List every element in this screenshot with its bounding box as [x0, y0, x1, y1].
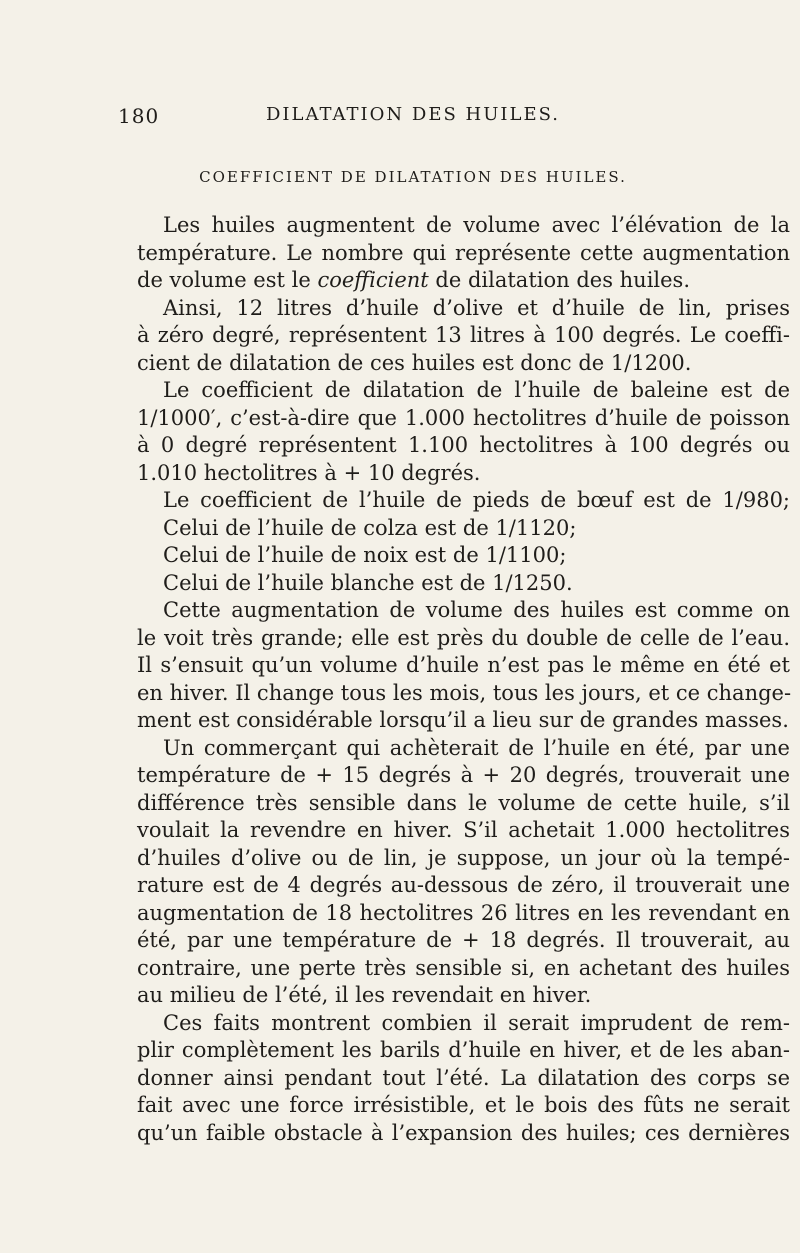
text-line: Il s’ensuit qu’un volume d’huile n’est pas le même en été et — [137, 653, 790, 677]
text-line: Les huiles augmentent de volume avec l’élévation de la — [163, 213, 790, 237]
text-line: augmentation de 18 hectolitres 26 litres en les revendant en — [137, 900, 790, 925]
page-number: 180 — [118, 104, 160, 128]
text-line: rature est de 4 degrés au-dessous de zéro, il trouverait une — [137, 873, 790, 897]
text-line: Celui de l’huile de noix est de 1/1100; — [163, 543, 567, 567]
text-line: d’huiles d’olive ou de lin, je suppose, un jour où la tempé- — [137, 845, 790, 870]
text-line: au milieu de l’été, il les revendait en hiver. — [137, 983, 592, 1007]
text-line: 1.010 hectolitres à + 10 degrés. — [137, 460, 481, 485]
text-line: différence très sensible dans le volume de cette huile, s’il — [137, 790, 790, 815]
text-line: en hiver. Il change tous les mois, tous les jours, et ce change- — [137, 680, 792, 705]
text-line: qu’un faible obstacle à l’expansion des huiles; ces dernières — [137, 1120, 790, 1145]
running-title: DILATATION DES HUILES. — [266, 104, 560, 125]
text-line: contraire, une perte très sensible si, en achetant des huiles — [137, 955, 790, 980]
text-line: Celui de l’huile blanche est de 1/1250. — [163, 570, 573, 595]
text-line: cient de dilatation de ces huiles est donc de 1/1200. — [137, 350, 692, 375]
text-line: ment est considérable lorsqu’il a lieu sur de grandes masses. — [137, 708, 789, 732]
text-line: à 0 degré représentent 1.100 hectolitres à 100 degrés ou — [137, 433, 790, 457]
text-line: plir complètement les barils d’huile en hiver, et de les aban- — [137, 1038, 790, 1062]
text-line: Celui de l’huile de colza est de 1/1120; — [163, 515, 577, 540]
text-line: Ces faits montrent combien il serait imprudent de rem- — [163, 1010, 790, 1035]
text-line: température. Le nombre qui représente cette augmentation — [137, 240, 790, 265]
text-line: donner ainsi pendant tout l’été. La dilatation des corps se — [137, 1065, 790, 1090]
text-fragment: de dilatation des huiles. — [428, 268, 691, 292]
text-line: à zéro degré, représentent 13 litres à 100 degrés. Le coeffi- — [137, 323, 790, 347]
body-text — [137, 212, 790, 1147]
emphasized-word: coefficient — [317, 268, 429, 292]
text-line: Le coefficient de dilatation de l’huile de baleine est de — [163, 378, 790, 402]
section-title: COEFFICIENT DE DILATATION DES HUILES. — [199, 168, 627, 186]
page-header — [118, 104, 708, 132]
text-line: le voit très grande; elle est près du double de celle de l’eau. — [137, 625, 790, 650]
text-line: voulait la revendre en hiver. S’il achetait 1.000 hectolitres — [137, 818, 790, 842]
text-line — [137, 267, 790, 295]
text-line: Un commerçant qui achèterait de l’huile en été, par une — [163, 735, 790, 760]
text-line: Cette augmentation de volume des huiles est comme on — [163, 598, 790, 622]
text-line: été, par une température de + 18 degrés. Il trouverait, au — [137, 928, 790, 952]
text-line: 1/1000′, c’est-à-dire que 1.000 hectolitres d’huile de poisson — [137, 405, 790, 430]
text-line: fait avec une force irrésistible, et le bois des fûts ne serait — [137, 1093, 790, 1117]
text-line: Ainsi, 12 litres d’huile d’olive et d’huile de lin, prises — [163, 295, 790, 320]
text-fragment: de volume est le — [137, 268, 318, 292]
text-line: température de + 15 degrés à + 20 degrés, trouverait une — [137, 763, 790, 787]
text-line: Le coefficient de l’huile de pieds de bœuf est de 1/980; — [163, 488, 790, 512]
